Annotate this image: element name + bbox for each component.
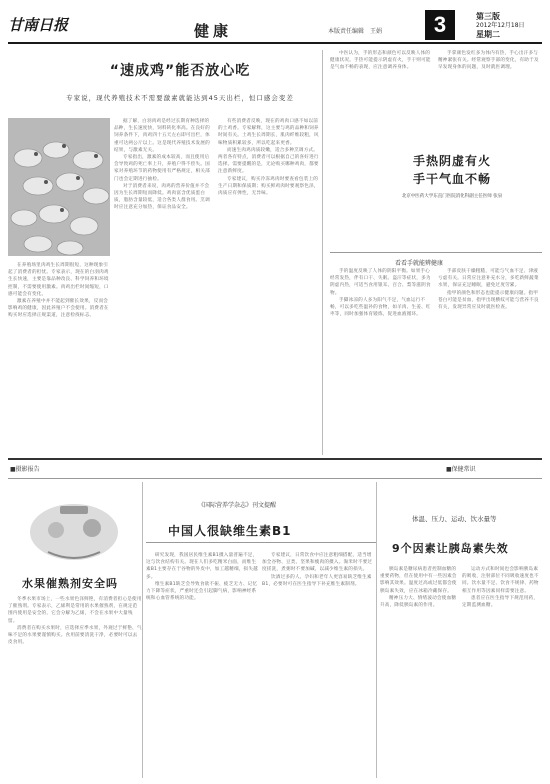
chicken-photo (8, 118, 110, 256)
article-speed-chicken-title: “速成鸡”能否放心吃 (109, 63, 251, 79)
article-vitamin-kicker: 《国际营养学杂志》刊文提醒 (198, 502, 277, 509)
tag-health-tips: ■保健常识 (446, 466, 476, 473)
page-header (8, 4, 542, 42)
article-hands-title (372, 152, 532, 188)
article-hands-title-line2: 手干气血不畅 (412, 172, 491, 186)
article-hands-body-top2: 手掌颜色发红多为体内有热，手心出汗多与精神紧张有关。经常观察手部的变化，有助于及早发现身体的问题，及时就医调理。 (438, 51, 539, 71)
section-rule (8, 458, 542, 460)
issue-date: 2012年12月18日 (476, 22, 525, 29)
article-hands-kicker: 看看手就能辨健康 (395, 260, 444, 267)
column-text: 专家建议，日常饮食中应注意粗细搭配，适当增加全谷物、豆类、坚果和瘦肉的摄入。淘米时不要过度搓洗，煮粥时不要加碱，以减少维生素的损失。 饮酒过多的人、孕妇和老年人更容易缺乏维生素B1，必要时可在医生指导下补充维生素制剂。 (262, 553, 373, 587)
article-hands-byline: 北京中医药大学东直门医院消化科副主任医师 张泉 (401, 194, 503, 199)
article-fruit-title: 水果催熟剂安全吗 (22, 577, 118, 590)
newspaper-logo: 甘南日报 (8, 16, 69, 34)
article-fruit-body: 冬季水果市场上，一些水果色泽鲜艳，有消费者担心是使用了催熟剂。专家表示，乙烯利是常用的水果催熟剂，在规定范围内使用是安全的，它会分解为乙烯，不会在水果中大量残留。 消费者在购买水果时，应选择应季水果，外观过于鲜艳、气味不足的水果要谨慎购买。食用前要清洗干净，必要时可以去皮食用。 (8, 597, 142, 646)
column-text: 胰岛素是糖尿病患者控制血糖的重要药物，但在使用中有一些因素会影响其效果。温度过高或过低都会使胰岛素失效，应在冰箱冷藏保存。 精神压力大、情绪波动会使血糖升高，降低胰岛素的作用。 (380, 567, 457, 609)
section-title: 健康 (194, 22, 233, 40)
divider (8, 478, 542, 479)
article-hands-title-line1: 手热阴虚有火 (412, 154, 491, 168)
article-hands-body-top: 中医认为，手的形态和颜色可以反映人体的健康状况。手热可能提示阴虚有火，手干则可能是气血不畅的表现，应注意调养身体。 (330, 51, 431, 71)
page-number: 3 (425, 10, 455, 40)
column-divider (322, 50, 323, 455)
issue-weekday: 星期二 (476, 30, 500, 39)
header-rule (8, 42, 542, 44)
divider (146, 542, 376, 543)
divider (330, 252, 542, 253)
divider (376, 482, 377, 778)
article-vitamin-title: 中国人很缺维生素B1 (168, 524, 292, 538)
column-text: 据了解，白羽肉鸡是经过长期育种选择的品种，生长速度快，饲料转化率高。在良好的饲养条件下，肉鸡四十五天左右即可出栏，体重可达两公斤以上。这是现代养殖技术发展的结果，与激素无关。 专家指出，激素的成本较高，而且使用后会导致鸡的死亡率上升，养殖户得不偿失。国家对养殖环节的药物使用有严格规定，相关部门也会定期进行抽检。 对于消费者来说，肉鸡的营养价值并不会因为生长周期短而降低。鸡肉富含优质蛋白质，脂肪含量较低，适合各类人群食用。烹调时应注意充分加热，保证食品安全。 (114, 119, 210, 211)
article-insulin-kicker: 体温、压力、运动、饮水量等 (412, 515, 497, 523)
column-text: 手部皮肤干燥粗糙，可能与气血不足、津液亏虚有关。日常应注意补充水分，多吃新鲜蔬菜水果，保证充足睡眠，避免过度劳累。 指甲的颜色和形态也能提示健康问题。指甲苍白可能是贫血，指甲出现横纹可能与营养不良有关，发现异常应及时就医检查。 (438, 269, 539, 311)
editors-line: 本版责任编辑 王娟 (328, 28, 383, 35)
column-text: 研究发现，我国居民维生素B1摄入量普遍不足，这与饮食结构有关。现在人们多吃精米白面，而维生素B1主要存在于谷物的外皮中，加工越精细，损失越多。 维生素B1缺乏会导致食欲不振、疲乏无力、记忆力下降等症状，严重时还会引起脚气病，影响神经系统和心血管系统的功能。 (146, 553, 258, 602)
fruit-photo (12, 492, 142, 570)
column-text: 运动方式和时间也会影响胰岛素的吸收，注射部位不同吸收速度也不同。饮水量不足、饮食不规律、药物相互作用等因素同样需要注意。 患者应在医生指导下规范用药，定期监测血糖。 (462, 567, 539, 609)
article-insulin-title: 9个因素让胰岛素失效 (392, 542, 509, 555)
tag-photo-report: ■摄影报告 (10, 466, 40, 473)
edition-label: 第三版 (476, 12, 500, 21)
divider (142, 482, 143, 778)
edition-info (476, 12, 525, 39)
column-text: 手的温度反映了人体的阴阳平衡。如果手心经常发热，伴有口干、失眠、盗汗等症状，多为阴虚内热，可适当食用银耳、百合、梨等滋阴食物。 手脚冰凉的人多为阳气不足，气血运行不畅，可以多吃些温补的食物，如羊肉、生姜、红枣等，同时加强体育锻炼，促进血液循环。 (330, 269, 431, 318)
column-text: 在养殖场里肉鸡生长周期很短，这种现象引起了消费者的担忧。专家表示，现在的白羽肉鸡生长快速，主要是靠品种改良、科学饲养和环境控制，不需要使用激素。肉鸡出栏时间缩短，口感可能会有变化。 激素在养殖中并不能起到催长效果，反而会影响鸡的健康，因此养殖户不会使用。消费者在购买时应选择正规渠道，注意检疫标志。 (8, 263, 109, 319)
article-speed-chicken-subtitle: 专家说，现代养殖技术不需要激素就能达到45天出栏，恒口感会变差 (66, 94, 294, 102)
column-text: 有些消费者反映，现在的鸡肉口感不如以前的土鸡香。专家解释，这主要与鸡的品种和饲养时间有关。土鸡生长周期长，肌肉纤维较粗，风味物质积累较多，所以吃起来更香。 而速生肉鸡肉质较嫩，适合多种烹调方式。两者各有特点，消费者可以根据自己的喜好进行选择。需要提醒的是，无论购买哪种鸡肉，都要注意新鲜度。 专家建议，购买冷冻鸡肉时要查看包装上的生产日期和保质期；购买鲜鸡肉时要观察色泽，肉质应有弹性，无异味。 (218, 119, 319, 197)
